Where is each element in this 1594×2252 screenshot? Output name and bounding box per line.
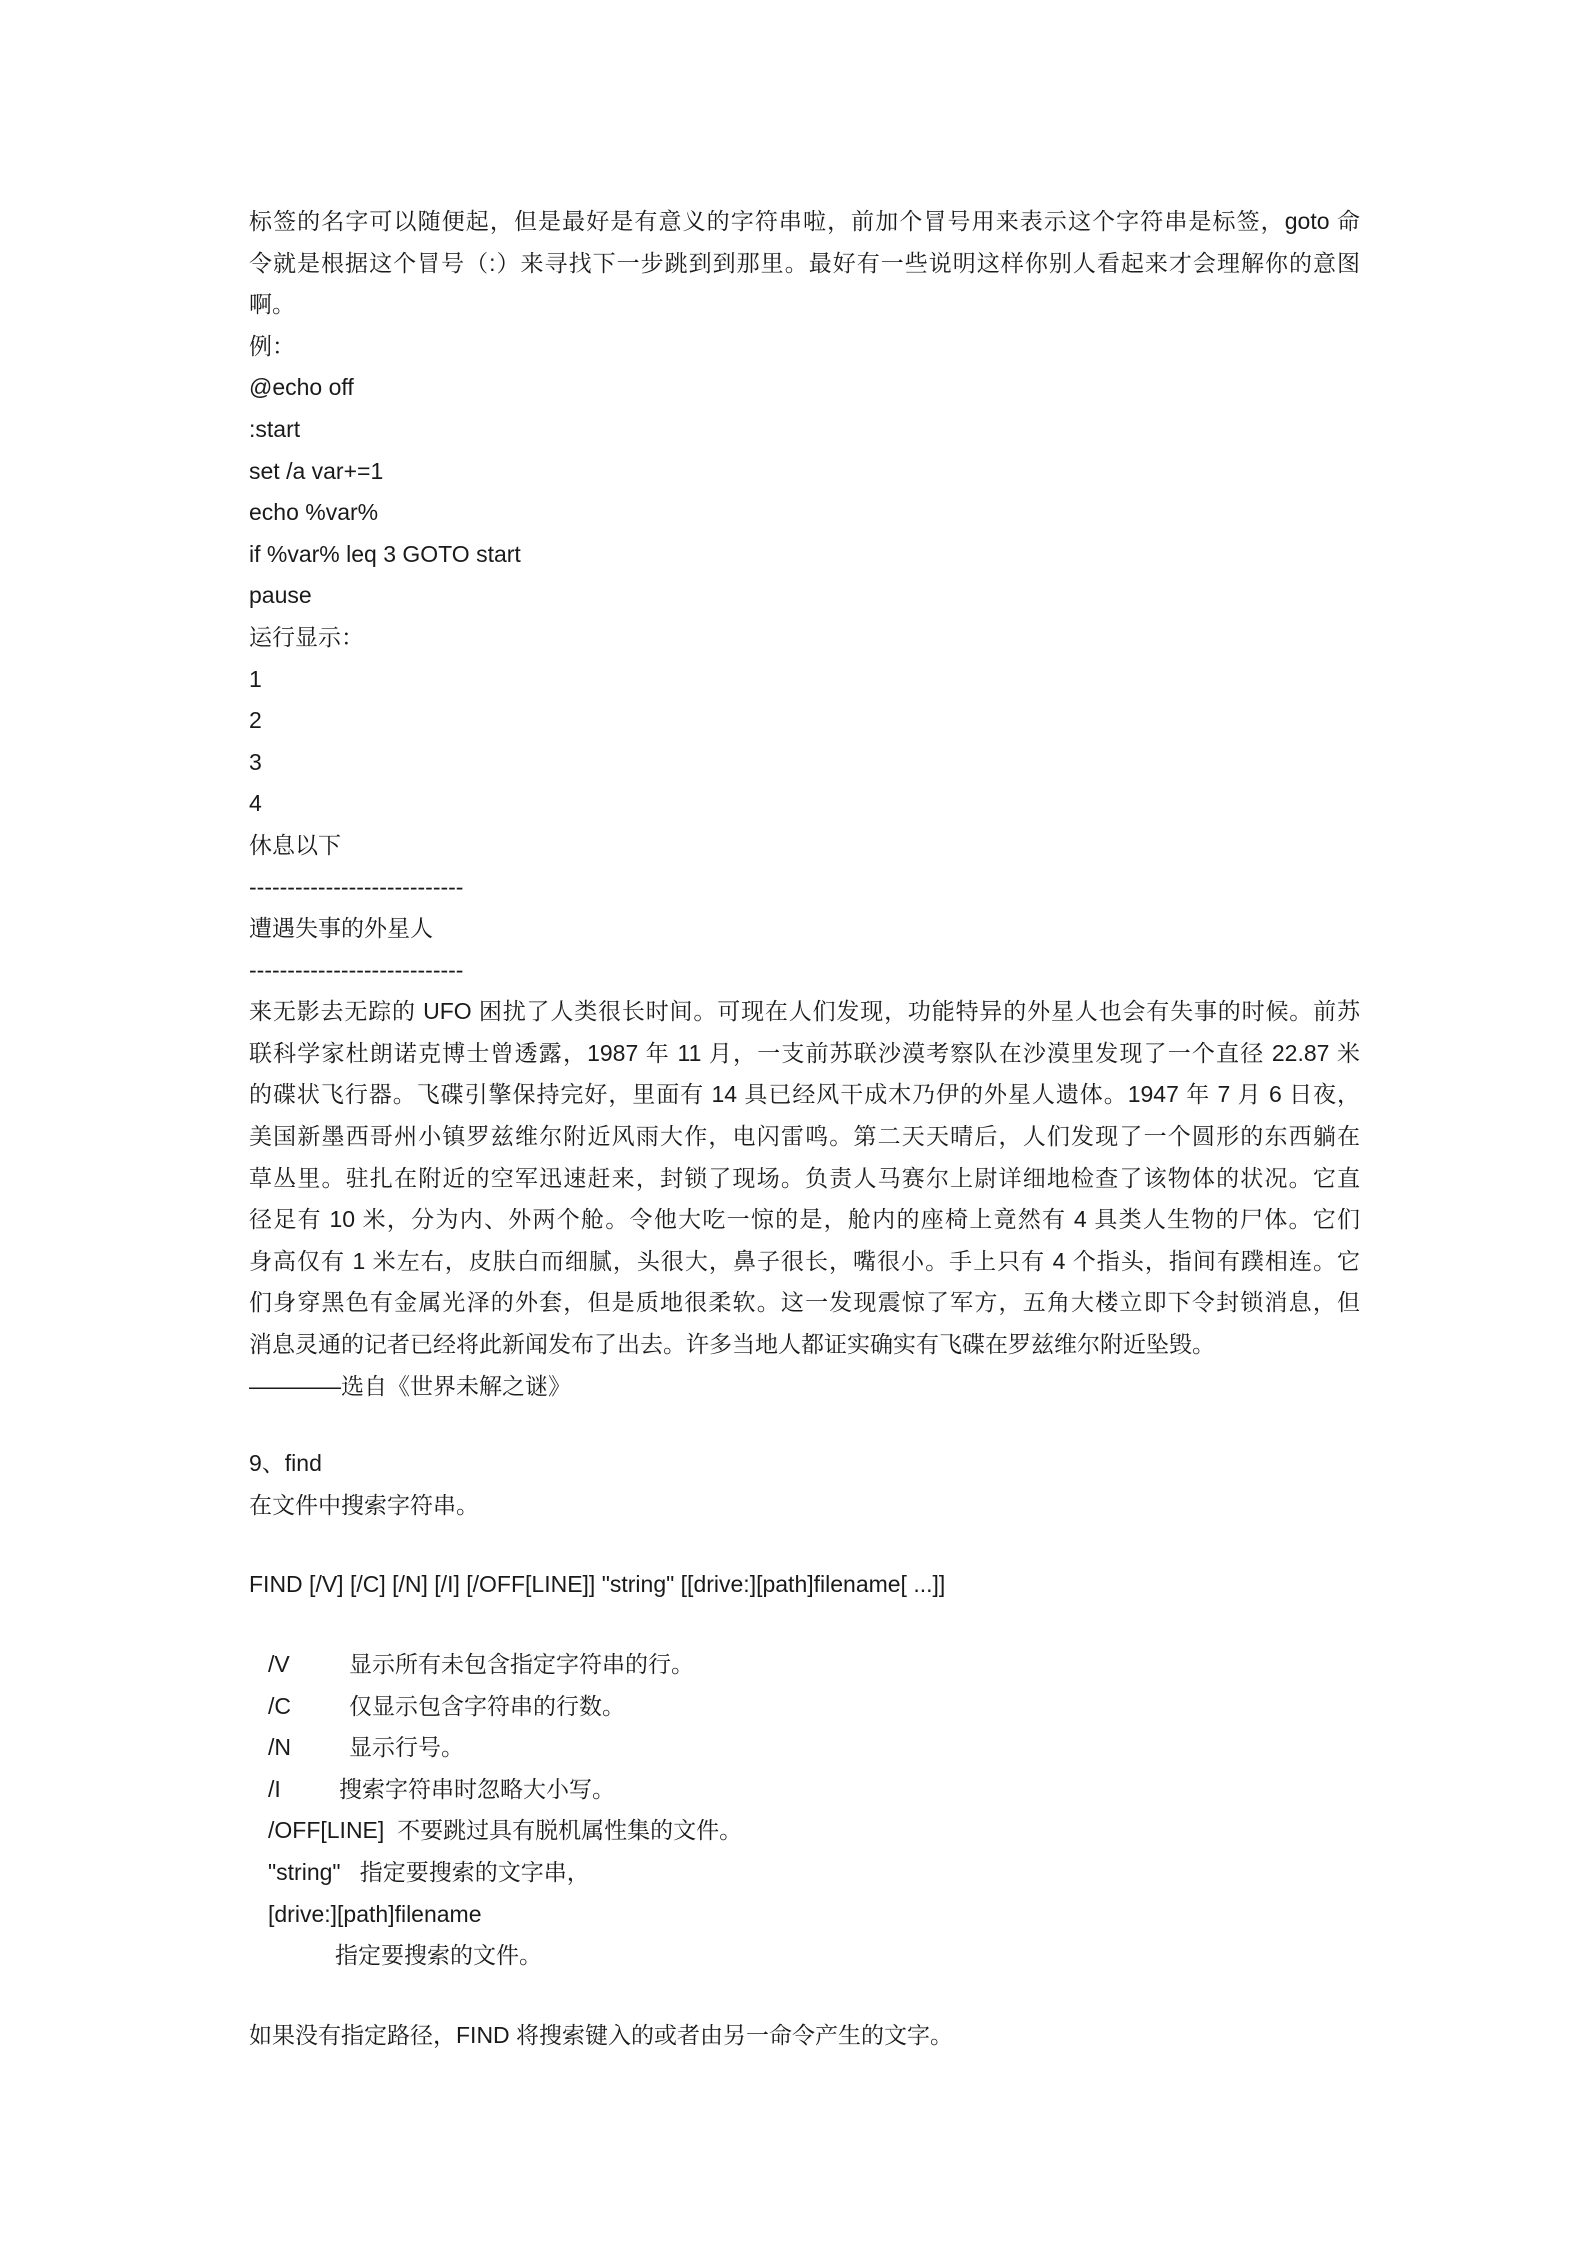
intro-line: 标签的名字可以随便起，但是最好是有意义的字符串啦，前加个冒号用来表示这个字符串是标签，goto 命: [249, 208, 1360, 234]
option-text: 显示所有未包含指定字符串的行。: [349, 1651, 694, 1677]
output-line: 2: [249, 707, 262, 734]
option-text: 搜索字符串时忽略大小写。: [339, 1775, 615, 1802]
code-line: pause: [249, 582, 312, 609]
story-line: 们身穿黑色有金属光泽的外套，但是质地很柔软。这一发现震惊了军方，五角大楼立即下令封锁消息，但: [249, 1289, 1360, 1316]
code-line: :start: [249, 415, 301, 442]
find-note: 如果没有指定路径，FIND 将搜索键入的或者由另一命令产生的文字。: [249, 2021, 954, 2048]
option-key: /V: [268, 1651, 290, 1677]
find-description: 在文件中搜索字符串。: [249, 1491, 479, 1518]
find-option: [249, 1769, 1360, 1811]
output-line: 3: [249, 748, 262, 775]
output-line: 1: [249, 665, 262, 692]
output-line: 4: [249, 790, 262, 817]
find-option: [249, 1644, 1360, 1686]
option-key: /I: [268, 1775, 281, 1802]
story-title: 遭遇失事的外星人: [249, 915, 433, 942]
option-text: 显示行号。: [349, 1734, 464, 1761]
code-line: @echo off: [249, 374, 354, 401]
intro-line: 啊。: [249, 291, 295, 318]
story-line: 美国新墨西哥州小镇罗兹维尔附近风雨大作，电闪雷鸣。第二天天晴后，人们发现了一个圆形的东西躺在: [249, 1123, 1360, 1150]
find-option-offline: /OFF[LINE] 不要跳过具有脱机属性集的文件。: [268, 1817, 743, 1844]
document-page: [249, 201, 1360, 2056]
code-line: echo %var%: [249, 499, 379, 526]
option-key: /C: [268, 1692, 291, 1719]
story-line: 径足有 10 米，分为内、外两个舱。令他大吃一惊的是，舱内的座椅上竟然有 4 具类人生物的尸体。它们: [249, 1206, 1360, 1233]
story-line: 的碟状飞行器。飞碟引擎保持完好，里面有 14 具已经风干成木乃伊的外星人遗体。1947 年 7 月 6 日夜，: [249, 1081, 1360, 1108]
option-key: /N: [268, 1734, 291, 1761]
story-line: 消息灵通的记者已经将此新闻发布了出去。许多当地人都证实确实有飞碟在罗兹维尔附近坠毁。: [249, 1331, 1215, 1358]
story-line: 联科学家杜朗诺克博士曾透露，1987 年 11 月，一支前苏联沙漠考察队在沙漠里发现了一个直径 22.87 米: [249, 1039, 1360, 1066]
find-option: [249, 1727, 1360, 1769]
output-label: 运行显示：: [249, 623, 364, 650]
example-label: 例：: [249, 332, 295, 359]
intro-line: 令就是根据这个冒号（:）来寻找下一步跳到到那里。最好有一些说明这样你别人看起来才会理解你的意图: [249, 249, 1360, 276]
rest-text: 休息以下: [249, 831, 341, 858]
story-source: ————选自《世界未解之谜》: [249, 1372, 571, 1399]
find-option-string: "string" 指定要搜索的文字串，: [268, 1858, 590, 1885]
find-heading: 9、find: [249, 1450, 322, 1477]
divider: ----------------------------: [249, 956, 464, 983]
option-text: 仅显示包含字符串的行数。: [349, 1692, 625, 1719]
find-option: [249, 1686, 1360, 1728]
story-line: 身高仅有 1 米左右，皮肤白而细腻，头很大，鼻子很长，嘴很小。手上只有 4 个指头，指间有蹼相连。它: [249, 1247, 1360, 1274]
divider: ----------------------------: [249, 873, 464, 900]
story-line: 草丛里。驻扎在附近的空军迅速赶来，封锁了现场。负责人马赛尔上尉详细地检查了该物体的状况。它直: [249, 1164, 1360, 1191]
code-line: set /a var+=1: [249, 457, 384, 484]
find-option-path-desc: 指定要搜索的文件。: [335, 1942, 542, 1969]
story-line: 来无影去无踪的 UFO 困扰了人类很长时间。可现在人们发现，功能特异的外星人也会有失事的时候。前苏: [249, 998, 1360, 1025]
code-line: if %var% leq 3 GOTO start: [249, 540, 521, 567]
find-syntax: FIND [/V] [/C] [/N] [/I] [/OFF[LINE]] "string" [[drive:][path]filename[ ...]]: [249, 1571, 946, 1598]
find-option-path: [drive:][path]filename: [268, 1900, 482, 1927]
